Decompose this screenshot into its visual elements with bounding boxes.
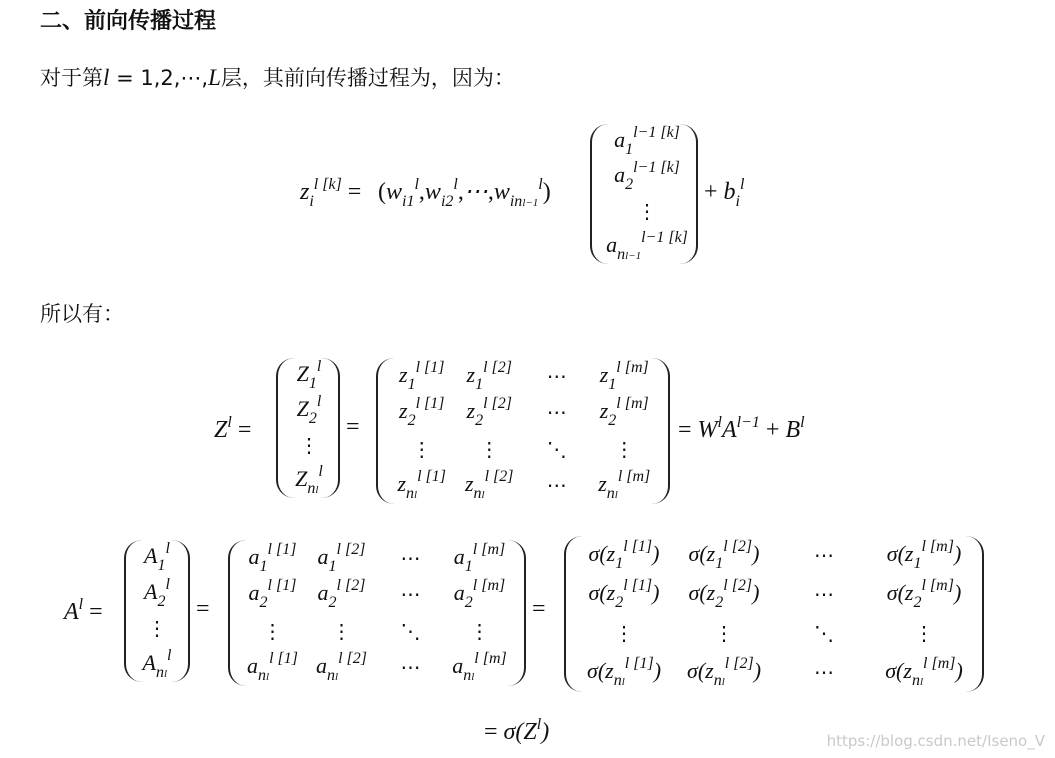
eq1-column-vector — [604, 124, 690, 264]
intro-suffix: 层，其前向传播过程为，因为： — [220, 66, 515, 90]
eq2-matrix-cell: $z_2^{l [2]}$ — [466, 395, 512, 430]
eq1-col-item: ⋮ — [637, 201, 657, 223]
eq2-matrix-cell: ⋮ — [614, 438, 635, 461]
eq2-vector-item: ⋮ — [299, 435, 319, 457]
eq3-a-matrix-cell: $a_{nl}^{l [m]}$ — [452, 650, 507, 685]
eq3-vector-item: $A_2^l$ — [144, 575, 170, 610]
eq3-a-matrix-cell: $a_1^{l [2]}$ — [317, 540, 366, 575]
eq2-matrix-cell: ⋯ — [546, 475, 567, 498]
eq1-plus-bias: + $b_i^l$ — [704, 176, 745, 210]
eq1-col-right-paren — [680, 124, 698, 264]
eq3-sigma-matrix-cell: ⋯ — [814, 584, 834, 606]
eq3-sigma-matrix-cell: ⋮ — [914, 623, 934, 645]
eq2-lhs: $Z^l$ = — [214, 414, 252, 443]
eq1-row-item: $w_{i2}^l$ — [424, 176, 458, 210]
eq3-a-matrix-cell: ⋱ — [400, 620, 421, 643]
eq3-a-matrix-cell: ⋯ — [400, 584, 421, 607]
eq3-a-matrix-cell: ⋮ — [262, 620, 283, 643]
eq2-equals: = — [346, 414, 360, 440]
eq2-matrix-cell: $z_1^{l [m]}$ — [599, 358, 649, 393]
eq2-mat-right-paren — [652, 358, 670, 504]
eq3-sigma-matrix-cell: $\sigma(z_1^{l [m]})$ — [886, 538, 962, 572]
eq3-a-matrix — [238, 540, 514, 686]
eq3-a-matrix-cell: $a_2^{l [m]}$ — [453, 577, 506, 612]
eq3-sigma-matrix — [574, 536, 974, 692]
eq3-amat-right-paren — [508, 540, 526, 686]
eq2-matrix-cell: $z_{nl}^{l [1]}$ — [397, 468, 447, 503]
eq3-sigma-matrix-cell: $\sigma(z_{nl}^{l [2]})$ — [686, 655, 762, 689]
eq3-sigma-matrix-cell: $\sigma(z_{nl}^{l [m]})$ — [885, 655, 963, 689]
eq3-sigma-matrix-cell: $\sigma(z_2^{l [2]})$ — [688, 577, 760, 611]
eq3-vec-right-paren — [172, 540, 190, 682]
eq2-vector-item: $Z_1^l$ — [296, 358, 322, 392]
eq3-a-matrix-cell: ⋮ — [331, 620, 352, 643]
eq3-a-matrix-cell: ⋯ — [400, 547, 421, 570]
intro-paragraph — [40, 62, 515, 92]
eq1-row-item: $w_{inl-1}^l$ — [493, 176, 543, 210]
intro-var-l: l — [103, 65, 110, 90]
eq3-a-matrix-cell: $a_{nl}^{l [1]}$ — [247, 650, 298, 685]
eq2-matrix-cell: $z_{nl}^{l [m]}$ — [598, 468, 651, 503]
eq1-row-vector: $(w_{i1}^l,w_{i2}^l,\cdots,w_{inl-1}^l)$ — [378, 176, 551, 210]
eq3-vector-item: $A_1^l$ — [144, 540, 170, 575]
eq1-col-item: $a_2^{l-1 [k]}$ — [614, 159, 680, 193]
eq2-vec-right-paren — [322, 358, 340, 498]
eq2-matrix-cell: ⋱ — [546, 438, 567, 461]
eq3-vector-item: $A_{nl}^l$ — [142, 646, 172, 681]
eq2-matrix-cell: $z_1^{l [2]}$ — [466, 358, 512, 393]
watermark: https://blog.csdn.net/Iseno_V — [826, 732, 1045, 750]
eq3-vector-item: ⋮ — [147, 618, 167, 641]
eq3-sigma-matrix-cell: $\sigma(z_2^{l [1]})$ — [588, 577, 660, 611]
eq3-lhs: $A^l$ = — [64, 596, 103, 625]
eq1-row-item: ⋯ — [463, 179, 488, 205]
eq3-sigma-matrix-cell: ⋮ — [714, 623, 734, 645]
eq3-sigma-matrix-cell: ⋮ — [614, 623, 634, 645]
eq3-sigma-matrix-cell: $\sigma(z_2^{l [m]})$ — [886, 577, 962, 611]
eq3-sigma-matrix-cell: $\sigma(z_{nl}^{l [1]})$ — [586, 655, 662, 689]
eq3-sigma-matrix-cell: $\sigma(z_1^{l [1]})$ — [588, 538, 660, 572]
eq2-matrix-cell: $z_1^{l [1]}$ — [399, 358, 445, 393]
eq3-equals-1: = — [196, 596, 210, 622]
eq3-sigma-matrix-cell: ⋯ — [814, 545, 834, 567]
eq2-matrix-cell: ⋮ — [411, 438, 432, 461]
so-text: 所以有： — [40, 302, 124, 326]
eq2-matrix-cell: $z_2^{l [1]}$ — [399, 395, 445, 430]
eq3-a-matrix-cell: $a_{nl}^{l [2]}$ — [316, 650, 367, 685]
eq2-matrix-cell: ⋯ — [546, 365, 567, 388]
eq2-rhs: = $W^lA^{l-1} + B^l$ — [678, 414, 805, 443]
eq2-matrix-cell: ⋯ — [546, 402, 567, 425]
eq3-equals-2: = — [532, 596, 546, 622]
eq2-matrix-cell: ⋮ — [479, 438, 500, 461]
eq3-smat-right-paren — [966, 536, 984, 692]
eq2-matrix-cell: $z_{nl}^{l [2]}$ — [464, 468, 514, 503]
eq1-col-item: $a_1^{l-1 [k]}$ — [614, 124, 680, 158]
eq3-a-matrix-cell: ⋮ — [469, 620, 490, 643]
eq3-a-matrix-cell: $a_1^{l [m]}$ — [453, 540, 506, 575]
eq3-sigma-matrix-cell: ⋱ — [814, 623, 834, 645]
eq2-matrix-cell: $z_2^{l [m]}$ — [599, 395, 649, 430]
intro-prefix: 对于第 — [40, 66, 103, 90]
eq3-sigma-matrix-cell: $\sigma(z_1^{l [2]})$ — [688, 538, 760, 572]
eq3-final: = $\sigma(Z^l)$ — [484, 716, 550, 745]
eq3-sigma-matrix-cell: ⋯ — [814, 662, 834, 684]
intro-var-L: L — [208, 65, 221, 90]
eq3-a-matrix-cell: $a_2^{l [2]}$ — [317, 577, 366, 612]
eq3-a-matrix-cell: ⋯ — [400, 657, 421, 680]
eq1-lhs: $z_i^{l [k]}$ = — [300, 176, 362, 210]
eq2-vector-item: $Z_{nl}^l$ — [295, 463, 323, 497]
eq1-row-item: $w_{i1}^l$ — [386, 176, 419, 210]
eq3-a-matrix-cell: $a_1^{l [1]}$ — [248, 540, 297, 575]
intro-range: = 1,2,⋯, — [109, 66, 209, 90]
eq2-vector-item: $Z_2^l$ — [296, 393, 322, 427]
section-heading: 二、前向传播过程 — [40, 9, 217, 34]
eq1-row-vector-items: $w_{i1}^l,w_{i2}^l,\cdots,w_{inl-1}^l$ — [386, 176, 543, 210]
eq3-a-matrix-cell: $a_2^{l [1]}$ — [248, 577, 297, 612]
eq2-z-matrix — [388, 358, 658, 504]
eq1-col-item: $a_{nl-1}^{l-1 [k]}$ — [606, 229, 688, 263]
